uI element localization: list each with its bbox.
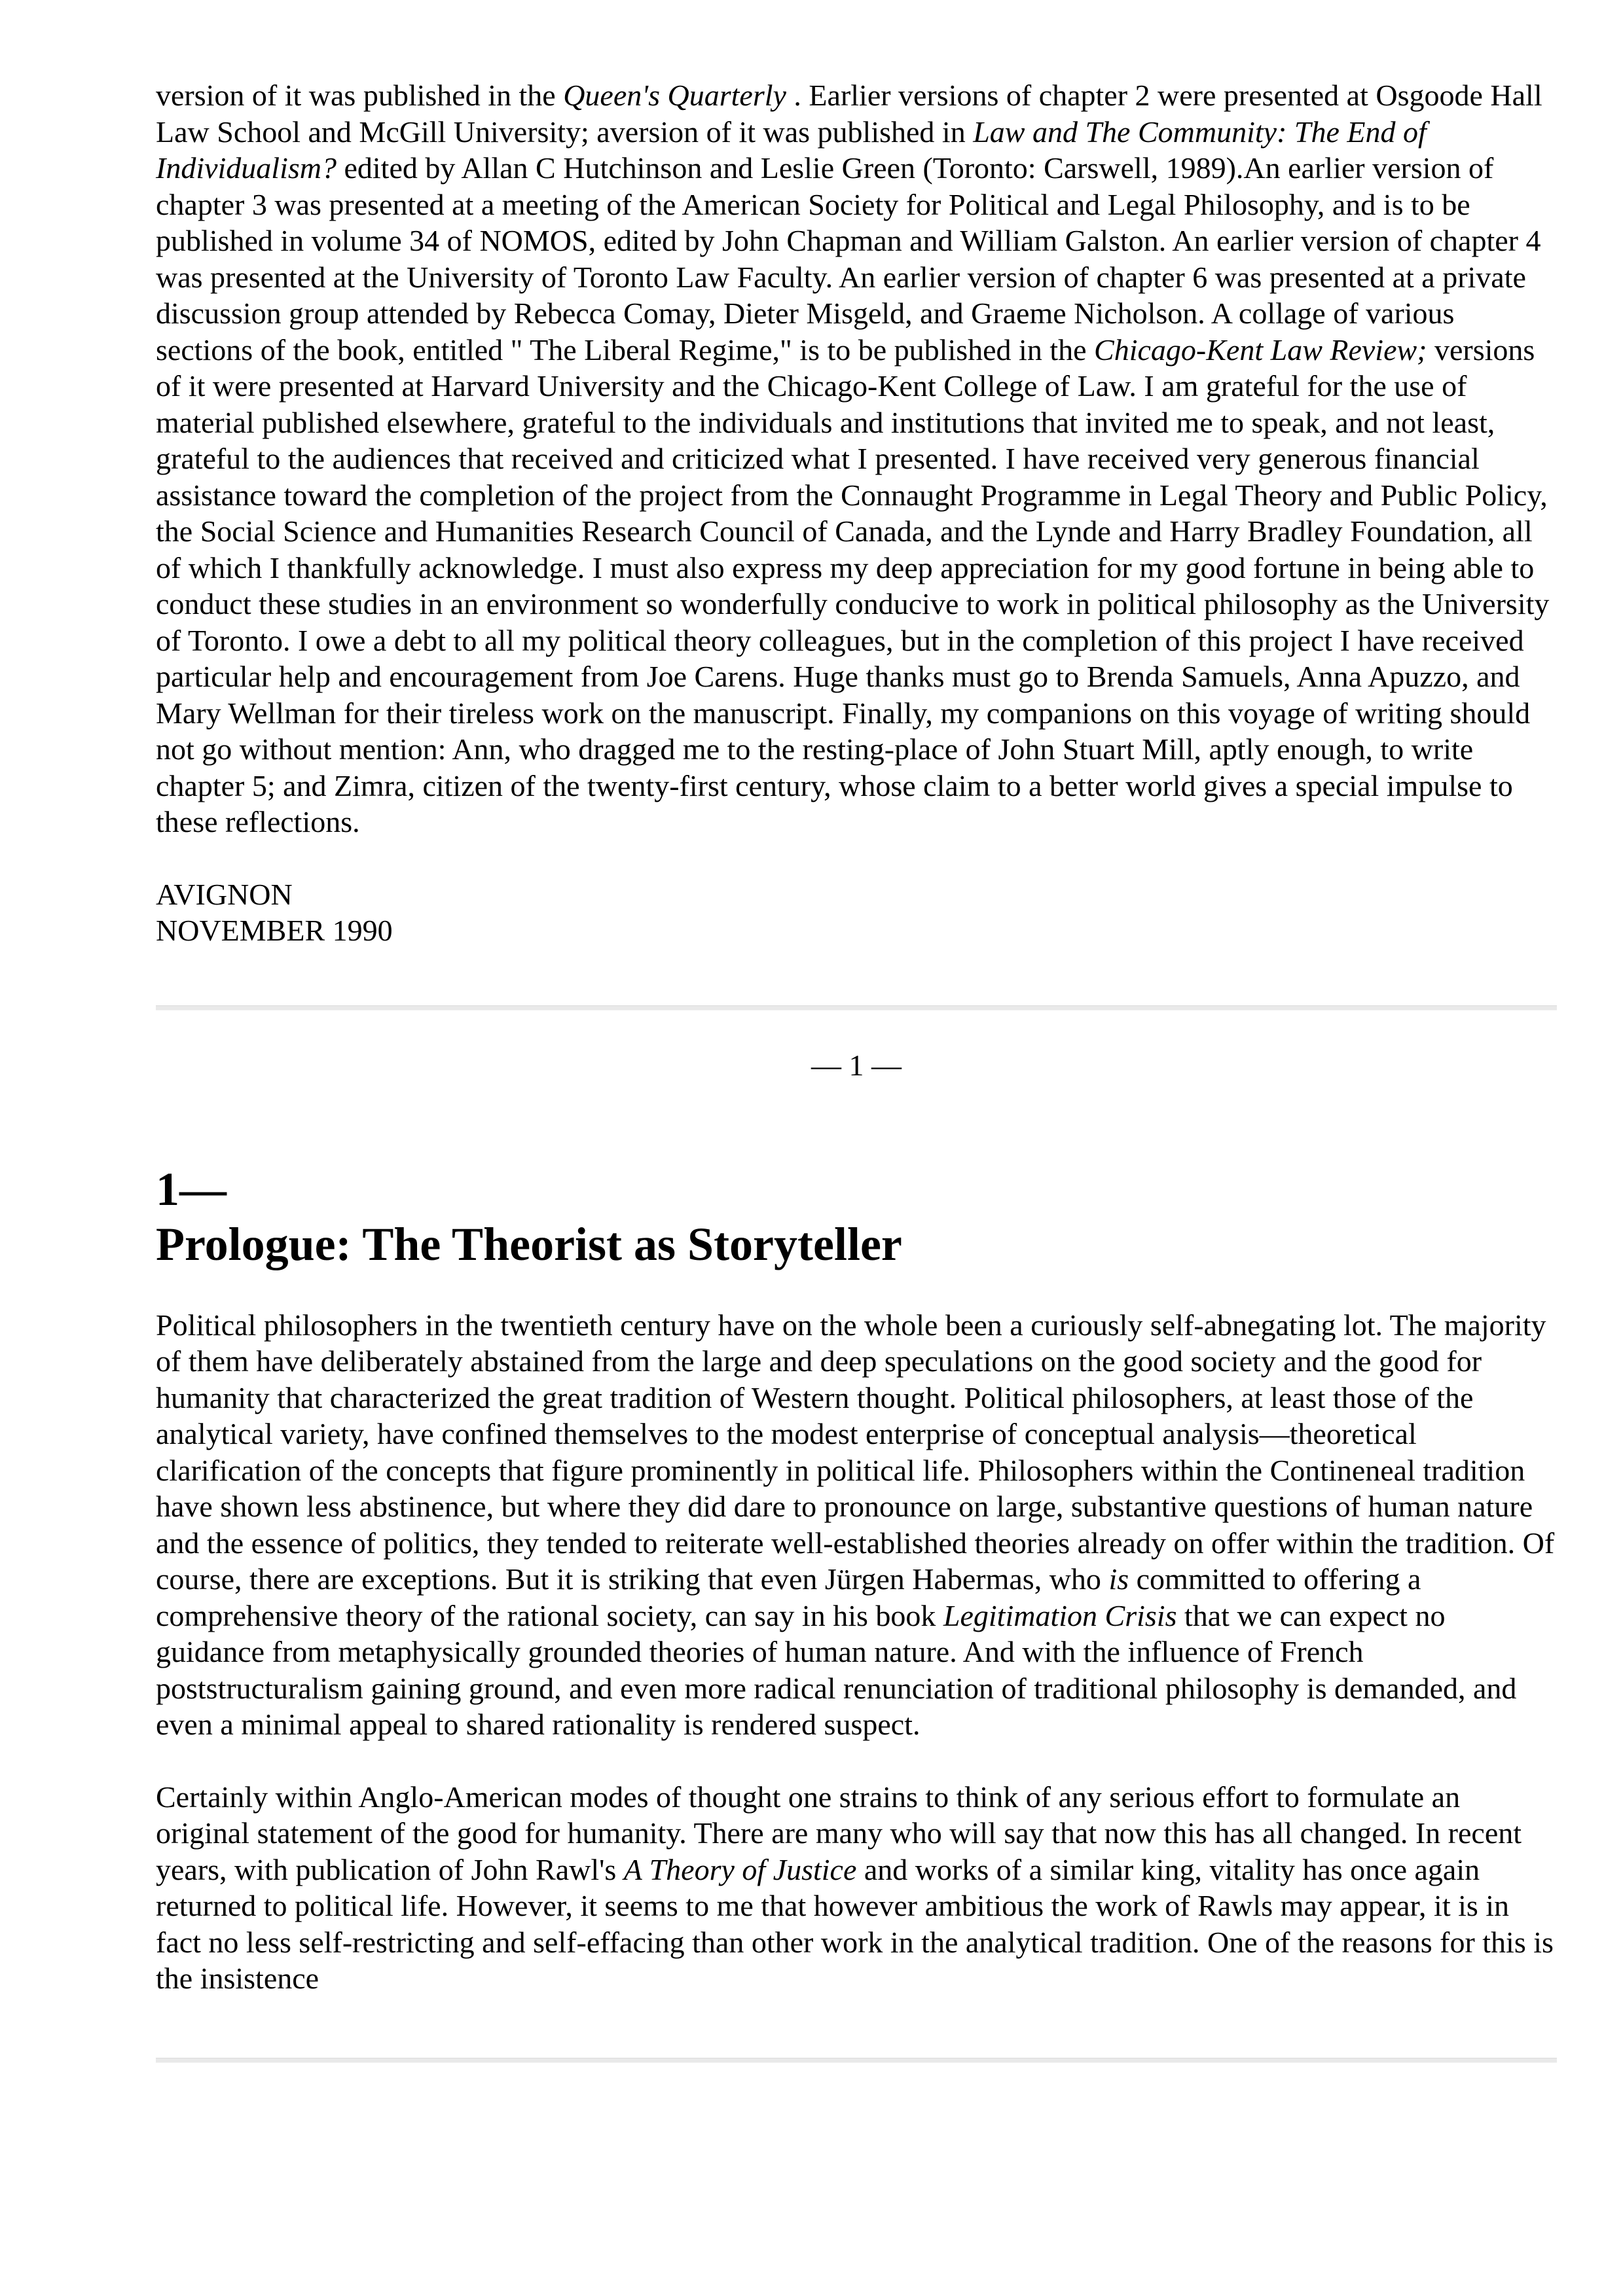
chapter-title: Prologue: The Theorist as Storyteller bbox=[156, 1217, 902, 1270]
ack-text: edited by Allan C Hutchinson and Leslie Green (Toronto: Carswell, 1989).An earlier version of chapter 3 was presented at a meeting of the American Society for Political and Legal Philosophy, and is to be published in volume 34 of NOMOS, edited by John Chapman and William Galston. An earlier version of chapter 4 was presented at the University of Toronto Law Faculty. An earlier version of chapter 6 was presented at a private discussion group attended by Rebecca Comay, Dieter Misgeld, and Graeme Nicholson. A collage of various sections of the book, entitled " The Liberal Regime," is to be published in the bbox=[156, 151, 1541, 367]
body-paragraph-2 bbox=[156, 1779, 1557, 1997]
chapter-number: 1— bbox=[156, 1162, 227, 1215]
ack-text: versions of it were presented at Harvard University and the Chicago-Kent College of Law. I am grateful for the use of material published elsewhere, grateful to the individuals and institutions that invited me to speak, and not least, grateful to the audiences that received and criticized what I presented. I have received very generous financial assistance toward the completion of the project from the Connaught Programme in Legal Theory and Public Policy, the Social Science and Humanities Research Council of Canada, and the Lynde and Harry Bradley Foundation, all of which I thankfully acknowledge. I must also express my deep appreciation for my good fortune in being able to conduct these studies in an environment so wonderfully conducive to work in political philosophy as the University of Toronto. I owe a debt to all my political theory colleagues, but in the completion of this project I have received particular help and encouragement from Joe Carens. Huge thanks must go to Brenda Samuels, Anna Apuzzo, and Mary Wellman for their tireless work on the manuscript. Finally, my companions on this voyage of writing should not go without mention: Ann, who dragged me to the resting-place of John Stuart Mill, aptly enough, to write chapter 5; and Zimra, citizen of the twenty-first century, whose claim to a better world gives a special impulse to these reflections. bbox=[156, 332, 1550, 838]
body-paragraph-1 bbox=[156, 1307, 1557, 1743]
paragraph-text: and works of a similar king, vitality has once again returned to political life. However, it seems to me that however ambitious the work of Rawls may appear, it is in fact no less self-restricting and self-effacing than other work in the analytical tradition. One of the reasons for this is the insistence bbox=[156, 1852, 1554, 1995]
signature-block bbox=[156, 876, 1557, 949]
emphasis-text: is bbox=[1108, 1562, 1129, 1596]
paragraph-text: Political philosophers in the twentieth century have on the whole been a curiously self-abnegating lot. The majority of them have deliberately abstained from the large and deep speculations on the good society and the good for humanity that characterized the great tradition of Western thought. Political philosophers, at least those of the analytical variety, have confined themselves to the modest enterprise of conceptual analysis—theoretical clarification of the concepts that figure prominently in political life. Philosophers within the Contineneal tradition have shown less abstinence, but where they did dare to pronounce on large, substantive questions of human nature and the essence of politics, they tended to reiterate well-established theories already on offer within the tradition. Of course, there are exceptions. But it is striking that even Jürgen Habermas, who bbox=[156, 1308, 1555, 1596]
book-title-text: Legitimation Crisis bbox=[943, 1598, 1177, 1632]
paragraph-text: committed to offering a comprehensive theory of the rational society, can say in his book bbox=[156, 1562, 1421, 1632]
paragraph-text: that we can expect no guidance from metaphysically grounded theories of human nature. And with the influence of French poststructuralism gaining ground, and even more radical renunciation of traditional philosophy is demanded, and even a minimal appeal to shared rationality is rendered suspect. bbox=[156, 1598, 1517, 1741]
page-content bbox=[156, 77, 1557, 2063]
page-divider bbox=[156, 1005, 1557, 1011]
ack-text: version of it was published in the bbox=[156, 79, 564, 112]
ack-italic-title: Queen's Quarterly bbox=[563, 79, 786, 112]
ack-italic-title: Chicago-Kent Law Review; bbox=[1094, 332, 1427, 367]
page-divider bbox=[156, 2058, 1557, 2063]
signature-place: AVIGNON bbox=[156, 877, 293, 911]
chapter-heading bbox=[156, 1162, 1557, 1272]
paragraph-text: Certainly within Anglo-American modes of thought one strains to think of any serious effort to formulate an original statement of the good for humanity. There are many who will say that now this has all changed. In recent years, with publication of John Rawl's bbox=[156, 1780, 1522, 1886]
acknowledgements-paragraph bbox=[156, 77, 1557, 840]
signature-date: NOVEMBER 1990 bbox=[156, 914, 393, 947]
ack-italic-title: Law and The Community: The End of Individualism? bbox=[156, 115, 1427, 185]
book-title-text: A Theory of Justice bbox=[623, 1852, 857, 1886]
ack-text: . Earlier versions of chapter 2 were presented at Osgoode Hall Law School and McGill University; aversion of it was published in bbox=[156, 79, 1542, 149]
page-number-marker: — 1 — bbox=[811, 1048, 902, 1082]
